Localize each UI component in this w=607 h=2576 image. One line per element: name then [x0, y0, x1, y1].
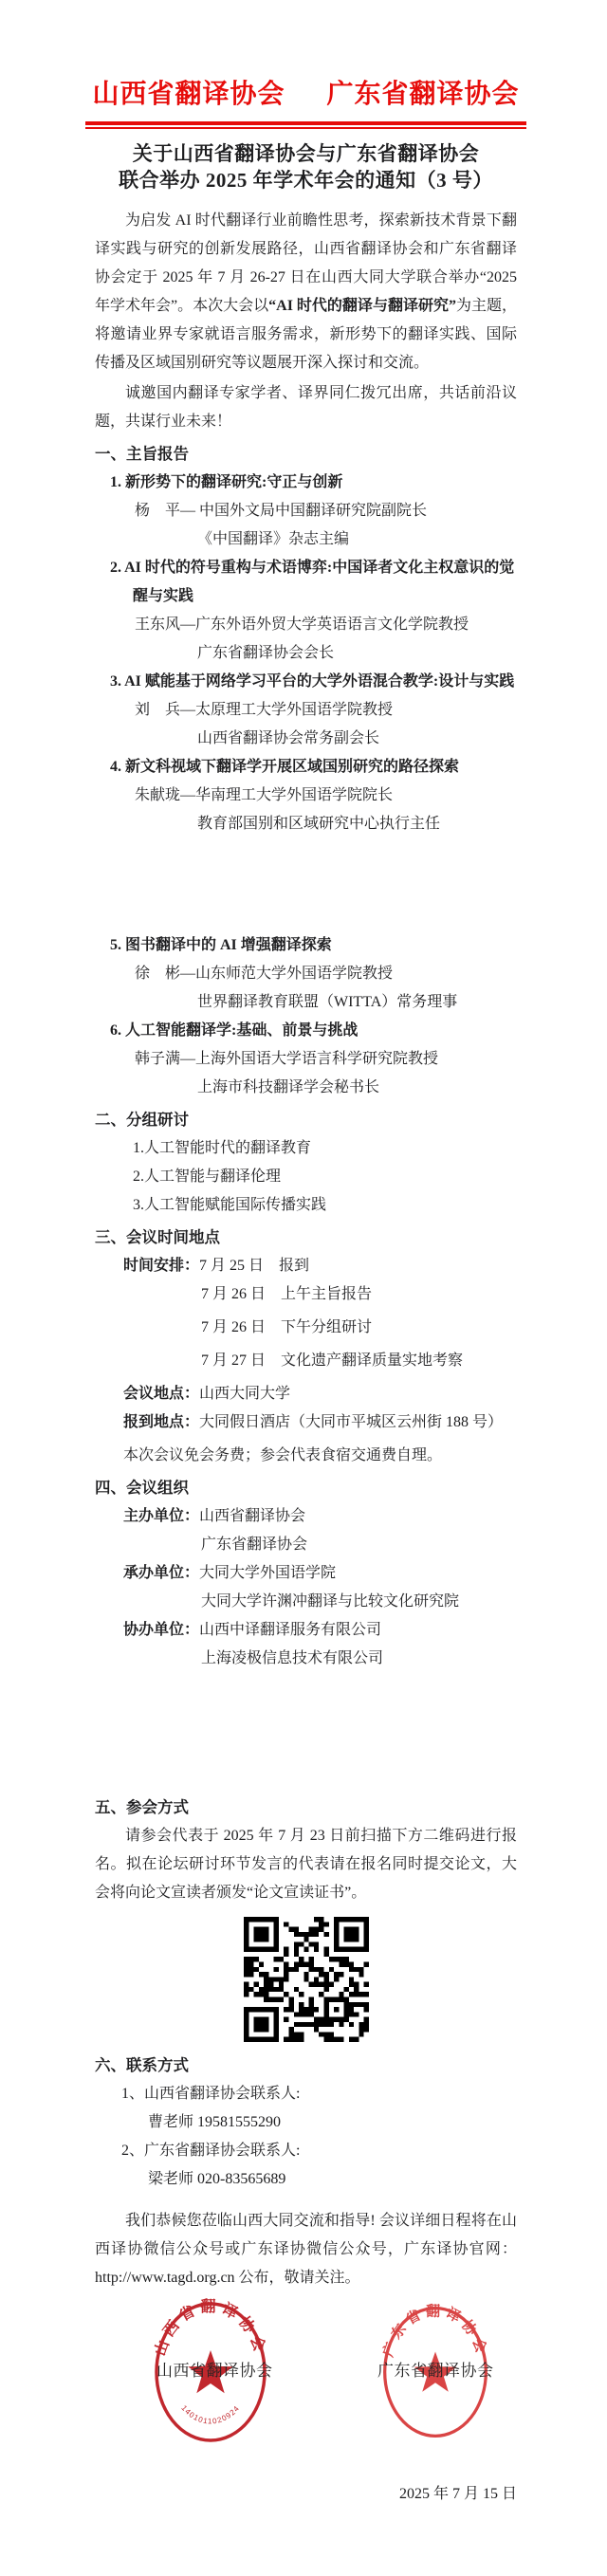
org-name-shanxi: 山西省翻译协会: [92, 80, 285, 109]
host-label: 主办单位：: [123, 1507, 200, 1524]
checkin-value: 大同假日酒店（大同市平城区云州街 188 号）: [199, 1413, 504, 1430]
intro-paragraph-2: 诚邀国内翻译专家学者、译界同仁拨冗出席，共话前沿议题，共谋行业未来！: [95, 385, 517, 430]
bottom-margin: [95, 2509, 517, 2576]
schedule-row-1: [123, 1252, 517, 1280]
talk-speaker-role2: 山西省翻译协会常务副会长: [197, 730, 380, 746]
svg-text:1401011020924: [179, 2404, 241, 2426]
talk-speaker-role2: 广东省翻译协会会长: [197, 645, 335, 661]
checkin-row: [123, 1408, 517, 1437]
seal-left-ring-text: 山西省翻译协会: [152, 2299, 269, 2359]
signature-org-left: 山西省翻译协会: [156, 2362, 273, 2381]
talk-title: 3. AI 赋能基于网络学习平台的大学外语混合教学:设计与实践: [110, 673, 515, 690]
talk-speaker-role2: 教育部国别和区域研究中心执行主任: [197, 816, 441, 832]
panel-topic-1: 1.人工智能时代的翻译教育: [133, 1139, 312, 1156]
svg-text:山西省翻译协会: [152, 2298, 269, 2358]
section-heading-keynote: 一、主旨报告: [95, 446, 189, 463]
talk-title: 4. 新文科视域下翻译学开展区域国别研究的路径探索: [110, 759, 460, 775]
talk-title: 5. 图书翻译中的 AI 增强翻译探索: [110, 936, 332, 953]
checkin-label: 报到地点：: [123, 1413, 200, 1430]
schedule-day-3: 7 月 26 日 下午分组研讨: [201, 1318, 373, 1335]
keynote-talk-3: [95, 668, 517, 753]
header-org-names: [92, 80, 520, 110]
section-heading-organization: 四、会议组织: [95, 1479, 189, 1497]
keynote-talk-4: [95, 753, 517, 838]
talk-speaker: 杨 平— 中国外文局中国翻译研究院副院长: [135, 503, 428, 519]
intro-paragraph-1: [95, 207, 517, 377]
host-2: 广东省翻译协会: [201, 1536, 308, 1553]
conference-theme: “AI 时代的翻译与翻译研究”: [268, 298, 456, 314]
coorganizer-row: [123, 1616, 517, 1645]
document-title-line2: 联合举办 2025 年学术年会的通知（3 号）: [119, 169, 493, 192]
talk-speaker-role2: 《中国翻译》杂志主编: [197, 531, 350, 547]
coorganizer-1: 山西中译翻译服务有限公司: [199, 1621, 382, 1638]
keynote-talk-6: [95, 1017, 517, 1102]
keynote-talk-2: [95, 554, 517, 668]
signature-seal-area: [0, 2298, 607, 2465]
contact-guangdong-phone: 梁老师 020-83565689: [148, 2171, 286, 2188]
host-1: 山西省翻译协会: [199, 1507, 306, 1524]
panel-topic-2: 2.人工智能与翻译伦理: [133, 1168, 282, 1185]
document-title: [95, 140, 517, 193]
fee-note: 本次会议免会务费；参会代表食宿交通费自理。: [123, 1446, 443, 1463]
contact-guangdong-label: 2、广东省翻译协会联系人:: [121, 2143, 301, 2160]
registration-qr-code: [244, 1917, 369, 2042]
section-heading-schedule: 三、会议时间地点: [95, 1228, 220, 1246]
seal-left-number: 1401011020924: [179, 2403, 242, 2426]
talk-title: 2. AI 时代的符号重构与术语博弈:中国译者文化主权意识的觉醒与实践: [110, 560, 515, 604]
talk-speaker: 韩子满—上海外国语大学语言科学研究院教授: [135, 1050, 439, 1067]
signature-org-right: 广东省翻译协会: [377, 2362, 494, 2381]
venue-label: 会议地点：: [123, 1385, 200, 1402]
talk-speaker: 刘 兵—太原理工大学外国语学院教授: [135, 702, 394, 718]
talk-speaker-role2: 上海市科技翻译学会秘书长: [197, 1078, 380, 1095]
document-title-line1: 关于山西省翻译协会与广东省翻译协会: [132, 142, 480, 165]
section-heading-participation: 五、参会方式: [95, 1799, 189, 1817]
organizer-1: 大同大学外国语学院: [199, 1564, 337, 1581]
host-row: [123, 1502, 517, 1531]
talk-speaker: 王东风—广东外语外贸大学英语语言文化学院教授: [135, 616, 469, 633]
talk-title: 6. 人工智能翻译学:基础、前景与挑战: [110, 1021, 359, 1039]
divider-thick-line: [85, 121, 526, 125]
divider-thin-line: [85, 127, 526, 129]
page-break-gap-1: [95, 838, 517, 931]
header-divider-rule: [85, 121, 526, 129]
keynote-talk-5: [95, 931, 517, 1017]
keynote-talk-1: [95, 469, 517, 554]
page-break-gap-2: [95, 1673, 517, 1790]
talk-title: 1. 新形势下的翻译研究:守正与创新: [110, 474, 343, 490]
schedule-day-4: 7 月 27 日 文化遗产翻译质量实地考察: [201, 1352, 464, 1369]
section-heading-contacts: 六、联系方式: [95, 2057, 189, 2075]
panel-topic-3: 3.人工智能赋能国际传播实践: [133, 1196, 327, 1213]
organizer-label: 承办单位：: [123, 1564, 200, 1581]
intro-p1-text-cont: 为主题，将邀请业界专家就语言服务需求，新形势下的翻译实践、国际传播及区域国别研究等议题展开深入探讨和交流。: [95, 298, 517, 371]
organizer-row: [123, 1559, 517, 1588]
talk-speaker: 徐 彬—山东师范大学外国语学院教授: [135, 965, 394, 982]
coorganizer-label: 协办单位：: [123, 1621, 200, 1638]
schedule-day-2: 7 月 26 日 上午主旨报告: [201, 1285, 373, 1302]
contact-shanxi-phone: 曹老师 19581555290: [148, 2114, 282, 2131]
talk-speaker-role2: 世界翻译教育联盟（WITTA）常务理事: [197, 993, 458, 1010]
seal-right-ring-text: 广东省翻译协会: [380, 2304, 490, 2360]
participation-paragraph: 请参会代表于 2025 年 7 月 23 日前扫描下方二维码进行报名。拟在论坛研讨环节发言的代表请在报名同时提交论文，大会将向论文宣读者颁发“论文宣读证书”。: [95, 1828, 517, 1902]
qr-code-image: [244, 1917, 369, 2042]
contact-shanxi-label: 1、山西省翻译协会联系人:: [121, 2086, 301, 2103]
org-name-guangdong: 广东省翻译协会: [326, 80, 520, 109]
venue-value: 山西大同大学: [199, 1385, 291, 1402]
section-heading-panels: 二、分组研讨: [95, 1111, 189, 1129]
talk-speaker: 朱献珑—华南理工大学外国语学院院长: [135, 787, 394, 803]
organizer-2: 大同大学许渊冲翻译与比较文化研究院: [201, 1592, 460, 1610]
schedule-label: 时间安排：: [123, 1257, 200, 1274]
closing-paragraph: 我们恭候您莅临山西大同交流和指导! 会议详细日程将在山西译协微信公众号或广东译协微信公众号，广东译协官网：http://www.tagd.org.cn 公布，敬请关注。: [95, 2213, 517, 2287]
svg-text:广东省翻译协会: [380, 2303, 490, 2360]
issue-date: 2025 年 7 月 15 日: [398, 2486, 517, 2503]
intro-p1-text: 为启发 AI 时代翻译行业前瞻性思考，探索新技术背景下翻译实践与研究的创新发展路径，山西省翻译协会和广东省翻译协会定于 2025 年 7 月 26-27 日在山西大同大学联合举办“2025 年学术年会”。本次大会以: [95, 212, 517, 314]
venue-row: [123, 1380, 517, 1408]
coorganizer-2: 上海凌极信息技术有限公司: [201, 1649, 384, 1666]
schedule-day-1: 7 月 25 日 报到: [199, 1257, 310, 1274]
